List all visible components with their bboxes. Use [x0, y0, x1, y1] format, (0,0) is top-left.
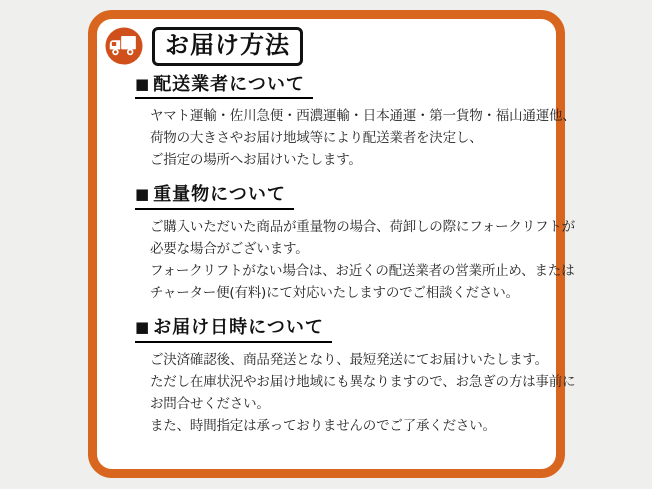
section-heavy-items-body — [135, 216, 575, 304]
section-delivery-datetime-body — [135, 349, 576, 437]
sections-container — [135, 73, 576, 437]
page-title: お届け方法 — [152, 27, 303, 66]
body-line: ご購入いただいた商品が重量物の場合、荷卸しの際にフォークリフトが — [150, 218, 575, 235]
section-heavy-items-title: 重量物について — [153, 184, 286, 206]
section-delivery-datetime-heading — [135, 318, 332, 343]
body-line: 荷物の大きさやお届け地域等により配送業者を決定し、 — [150, 130, 483, 147]
body-line: ただし在庫状況やお届け地域にも異なりますので、お急ぎの方は事前に — [150, 373, 576, 390]
body-line: ヤマト運輸・佐川急便・西濃運輸・日本通運・第一貨物・福山通運他、 — [150, 108, 576, 125]
section-carriers-body — [135, 105, 576, 171]
section-heavy-items-heading — [135, 185, 294, 210]
body-line: お問合せください。 — [150, 395, 270, 412]
section-delivery-datetime-title: お届け日時について — [153, 316, 324, 338]
section-carriers-title: 配送業者について — [153, 73, 305, 95]
panel-header — [105, 27, 546, 66]
body-line: ご指定の場所へお届けいたします。 — [150, 152, 362, 169]
square-bullet-icon: ■ — [135, 74, 151, 93]
body-line: チャーター便(有料)にて対応いたしますのでご相談ください。 — [150, 284, 519, 301]
truck-icon — [105, 27, 143, 65]
square-bullet-icon: ■ — [135, 317, 151, 336]
body-line: 必要な場合がございます。 — [150, 240, 309, 257]
section-delivery-datetime — [135, 316, 576, 437]
square-bullet-icon: ■ — [135, 185, 151, 204]
body-line: また、時間指定は承っておりませんのでご了承ください。 — [150, 417, 496, 434]
section-heavy-items — [135, 184, 575, 304]
body-line: ご決済確認後、商品発送となり、最短発送にてお届けいたします。 — [150, 351, 548, 368]
delivery-info-panel — [88, 10, 576, 478]
section-carriers — [135, 73, 576, 172]
body-line: フォークリフトがない場合は、お近くの配送業者の営業所止め、または — [150, 262, 575, 279]
section-carriers-heading — [135, 75, 313, 100]
